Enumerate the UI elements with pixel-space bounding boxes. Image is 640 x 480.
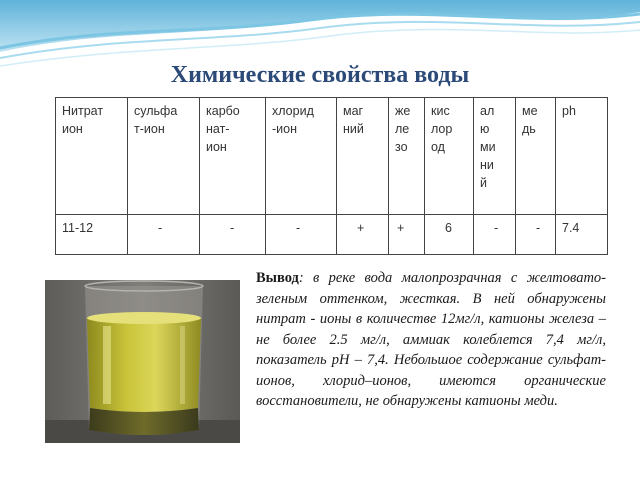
header-cell-ph: ph (556, 98, 608, 215)
value-cell: + (389, 215, 425, 255)
value-cell: - (266, 215, 337, 255)
header-cell-chloride: хлорид -ион (266, 98, 337, 215)
header-cell-carbonate: карбо нат- ион (200, 98, 266, 215)
value-cell: 11-12 (56, 215, 128, 255)
conclusion-body: : в реке вода малопрозрачная с желтовато-зеленым оттенком, жесткая. В ней обнаружены нитрат - ионы в количестве 12мг/л, катионы железа – не более 2.5 мг/л, аммиак колеблется 7,4 мг/л, показатель pH – 7,4. Небольшое содержание сульфат-ионов, хлорид–ионов, имеются органические восстановители, не обнаружены катионы меди. (256, 270, 606, 409)
header-cell-aluminium: ал ю ми ни й (474, 98, 516, 215)
header-cell-magnesium: маг ний (337, 98, 389, 215)
header-cell-iron: же ле зо (389, 98, 425, 215)
header-cell-copper: ме дь (516, 98, 556, 215)
header-cell-sulfate: сульфа т-ион (128, 98, 200, 215)
glass-of-water-image (45, 280, 240, 443)
conclusion-label: Вывод (256, 270, 299, 286)
value-cell: - (474, 215, 516, 255)
table-header-row (56, 98, 608, 215)
value-cell: - (200, 215, 266, 255)
value-cell: 6 (425, 215, 474, 255)
value-cell: - (516, 215, 556, 255)
header-cell-oxygen: кис лор од (425, 98, 474, 215)
page-title: Химические свойства воды (170, 62, 470, 88)
conclusion-text-block (256, 268, 606, 412)
header-cell-nitrate: Нитрат ион (56, 98, 128, 215)
value-cell: 7.4 (556, 215, 608, 255)
table-values-row (56, 215, 608, 255)
chemical-properties-table (55, 97, 608, 255)
water-glass-photo (45, 280, 240, 443)
value-cell: + (337, 215, 389, 255)
value-cell: - (128, 215, 200, 255)
